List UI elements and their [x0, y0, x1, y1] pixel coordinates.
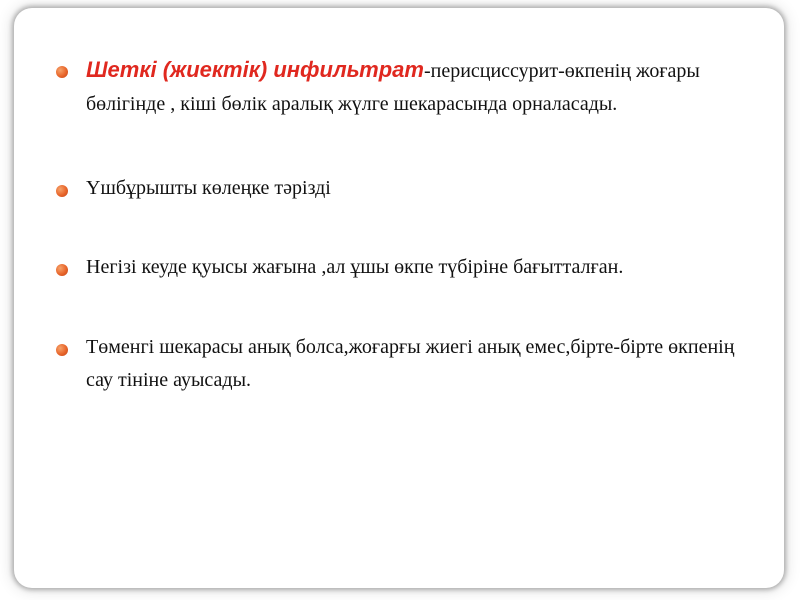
- bullet-list: [52, 53, 752, 397]
- bullet-item: [52, 53, 752, 121]
- bullet-emphasis: Шеткі (жиектік) инфильтрат: [86, 57, 424, 82]
- bullet-item: [52, 172, 752, 205]
- bullet-dot-icon: [56, 185, 68, 197]
- bullet-item: [52, 331, 752, 397]
- bullet-dot-icon: [56, 344, 68, 356]
- bullet-dot-icon: [56, 264, 68, 276]
- bullet-text: Үшбұрышты көлеңке тәрізді: [86, 177, 331, 199]
- content-card: [14, 8, 784, 588]
- bullet-text: Негізі кеуде қуысы жағына ,ал ұшы өкпе түбіріне бағытталған.: [86, 256, 624, 278]
- bullet-text: -перисциссурит-өкпенің жоғары бөлігінде , кіші бөлік аралық жүлге шекарасында орналасады.: [86, 60, 700, 115]
- bullet-text: Төменгі шекарасы анық болса,жоғарғы жиегі анық емес,бірте-бірте өкпенің сау тініне ауысады.: [86, 336, 735, 391]
- bullet-item: [52, 251, 752, 284]
- bullet-dot-icon: [56, 66, 68, 78]
